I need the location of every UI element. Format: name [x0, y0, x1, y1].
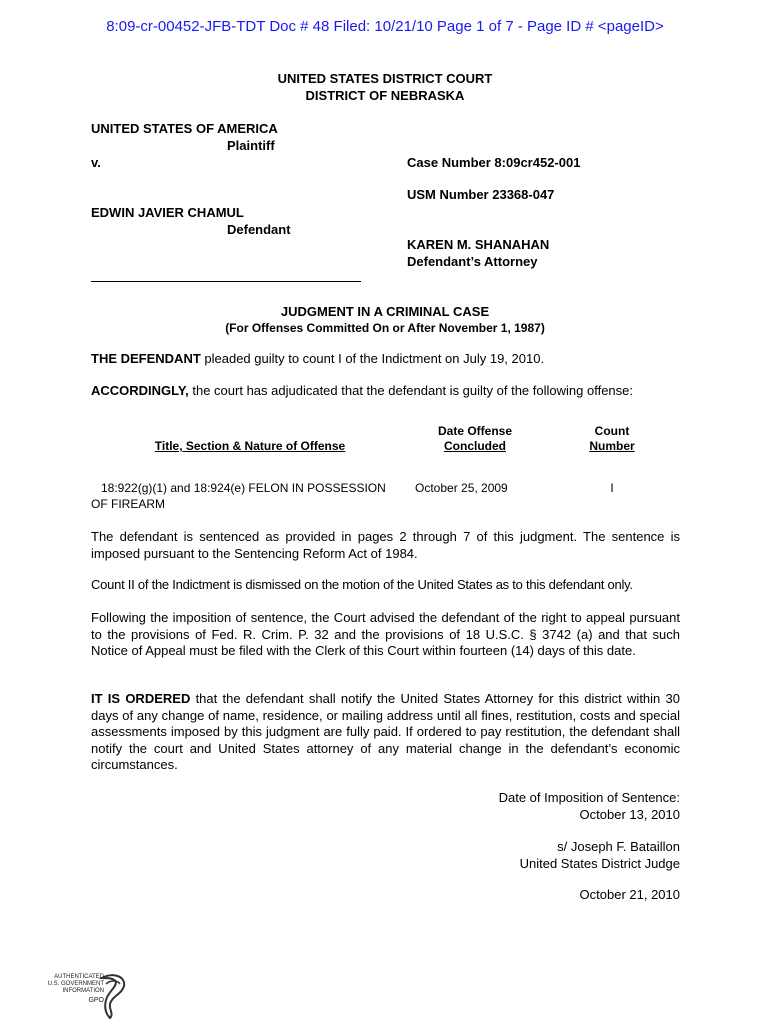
attorney-role: Defendant’s Attorney	[407, 254, 538, 269]
court-district: DISTRICT OF NEBRASKA	[305, 88, 465, 103]
imposition-label: Date of Imposition of Sentence:	[498, 790, 680, 805]
signature-block	[380, 839, 680, 872]
gpo-authentication-seal	[40, 970, 130, 1020]
ordered-lead: IT IS ORDERED	[91, 691, 191, 706]
ordered-paragraph	[91, 691, 680, 774]
offense-count: I	[610, 481, 614, 495]
court-name: UNITED STATES DISTRICT COURT	[277, 71, 493, 86]
accordingly-lead: ACCORDINGLY,	[91, 383, 189, 398]
seal-line4: GPO	[88, 997, 104, 1004]
court-heading	[0, 70, 770, 104]
offense-line1: 18:922(g)(1) and 18:924(e) FELON IN POSSESSION	[101, 481, 386, 495]
table-header-date: Date Offense Concluded	[437, 424, 513, 453]
defendant-name: EDWIN JAVIER CHAMUL	[91, 205, 244, 220]
ordered-text: that the defendant shall notify the United States Attorney for this district within 30 days of any change of name, residence, or mailing address until all fines, restitution, costs and special assessments imposed by this judgment are fully paid. If ordered to pay restitution, the defendant shall notify the court and United States attorney of any material change in the defendant’s economic circumstances.	[91, 691, 680, 772]
plaintiff-name: UNITED STATES OF AMERICA	[91, 121, 278, 136]
seal-line3: INFORMATION	[62, 988, 104, 994]
signer-title: United States District Judge	[519, 855, 680, 871]
judgment-title: JUDGMENT IN A CRIMINAL CASE	[280, 304, 490, 319]
filing-header-stamp: 8:09-cr-00452-JFB-TDT Doc # 48 Filed: 10/21/10 Page 1 of 7 - Page ID # <pageID>	[106, 18, 664, 35]
seal-line2: U.S. GOVERNMENT	[47, 981, 104, 987]
case-number: Case Number 8:09cr452-001	[407, 155, 581, 170]
accordingly-text: the court has adjudicated that the defendant is guilty of the following offense:	[188, 383, 633, 398]
table-row	[91, 480, 411, 512]
seal-line1: AUTHENTICATED	[54, 974, 104, 980]
table-header-offense: Title, Section & Nature of Offense	[154, 439, 346, 453]
appeal-paragraph: Following the imposition of sentence, the Court advised the defendant of the right to appeal pursuant to the provisions of Fed. R. Crim. P. 32 and the provisions of 18 U.S.C. § 3742 (a) and that such Notice of Appeal must be filed with the Clerk of this Court within fourteen (14) days of this date.	[91, 610, 680, 658]
plea-statement	[91, 351, 691, 367]
versus: v.	[91, 155, 101, 170]
table-header-count: Count Number	[589, 424, 635, 453]
plea-text: pleaded guilty to count I of the Indictment on July 19, 2010.	[200, 351, 545, 366]
defendant-role: Defendant	[227, 222, 291, 237]
dismissed-paragraph: Count II of the Indictment is dismissed on the motion of the United States as to this defendant only.	[91, 577, 633, 592]
signer-name: s/ Joseph F. Bataillon	[557, 839, 680, 854]
caption-divider	[91, 281, 361, 282]
judgment-subtitle: (For Offenses Committed On or After November 1, 1987)	[225, 321, 545, 335]
plaintiff-role: Plaintiff	[227, 138, 275, 153]
imposition-date: October 13, 2010	[579, 806, 680, 822]
accordingly-statement	[91, 383, 711, 399]
offense-date: October 25, 2009	[415, 481, 508, 495]
usm-number: USM Number 23368-047	[407, 187, 555, 202]
imposition-block	[380, 790, 680, 823]
sentenced-paragraph: The defendant is sentenced as provided in pages 2 through 7 of this judgment. The sentence is imposed pursuant to the Sentencing Reform Act of 1984.	[91, 529, 680, 561]
attorney-name: KAREN M. SHANAHAN	[407, 237, 550, 252]
signed-date: October 21, 2010	[579, 887, 680, 902]
plea-lead: THE DEFENDANT	[91, 351, 201, 366]
offense-line2: OF FIREARM	[91, 497, 165, 511]
